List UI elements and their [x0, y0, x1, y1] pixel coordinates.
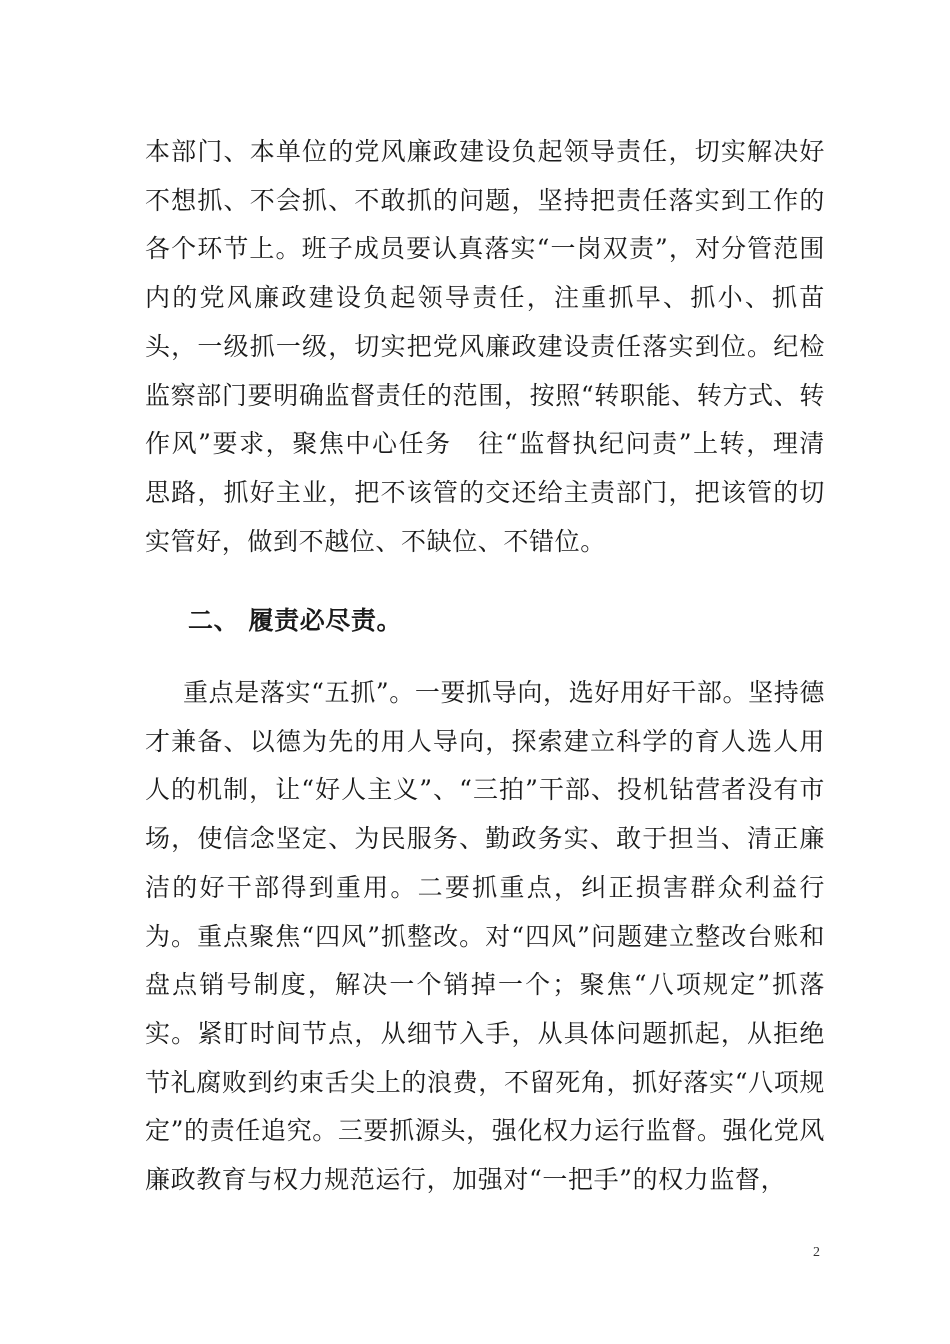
body-paragraph: 重点是落实“五抓”。一要抓导向，选好用好干部。坚持德才兼备、以德为先的用人导向，探索建立科学的育人选人用人的机制，让“好人主义”、“三拍”干部、投机钻营者没有市场，使信念坚定、为民服务、勤政务实、敢于担当、清正廉洁的好干部得到重用。二要抓重点，纠正损害群众利益行为。重点聚焦“四风”抓整改。对“四风”问题建立整改台账和盘点销号制度，解决一个销掉一个；聚焦“八项规定”抓落实。紧盯时间节点，从细节入手，从具体问题抓起，从拒绝节礼腐败到约束舌尖上的浪费，不留死角，抓好落实“八项规定”的责任追究。三要抓源头，强化权力运行监督。强化党风廉政教育与权力规范运行，加强对“一把手”的权力监督， — [145, 678, 825, 1195]
body-paragraph: 本部门、本单位的党风廉政建设负起领导责任，切实解决好不想抓、不会抓、不敢抓的问题，坚持把责任落实到工作的各个环节上。班子成员要认真落实“一岗双责”，对分管范围内的党风廉政建设负起领导责任，注重抓早、抓小、抓苗头，一级抓一级，切实把党风廉政建设责任落实到位。纪检监察部门要明确监督责任的范围，按照“转职能、转方式、转作风”要求，聚焦中心任务 往“监督执纪问责”上转，理清思路，抓好主业，把不该管的交还给主责部门，把该管的切实管好，做到不越位、不缺位、不错位。 — [145, 137, 825, 556]
section-heading: 二、 履责必尽责。 — [188, 606, 403, 635]
page-number: 2 — [813, 1245, 820, 1260]
